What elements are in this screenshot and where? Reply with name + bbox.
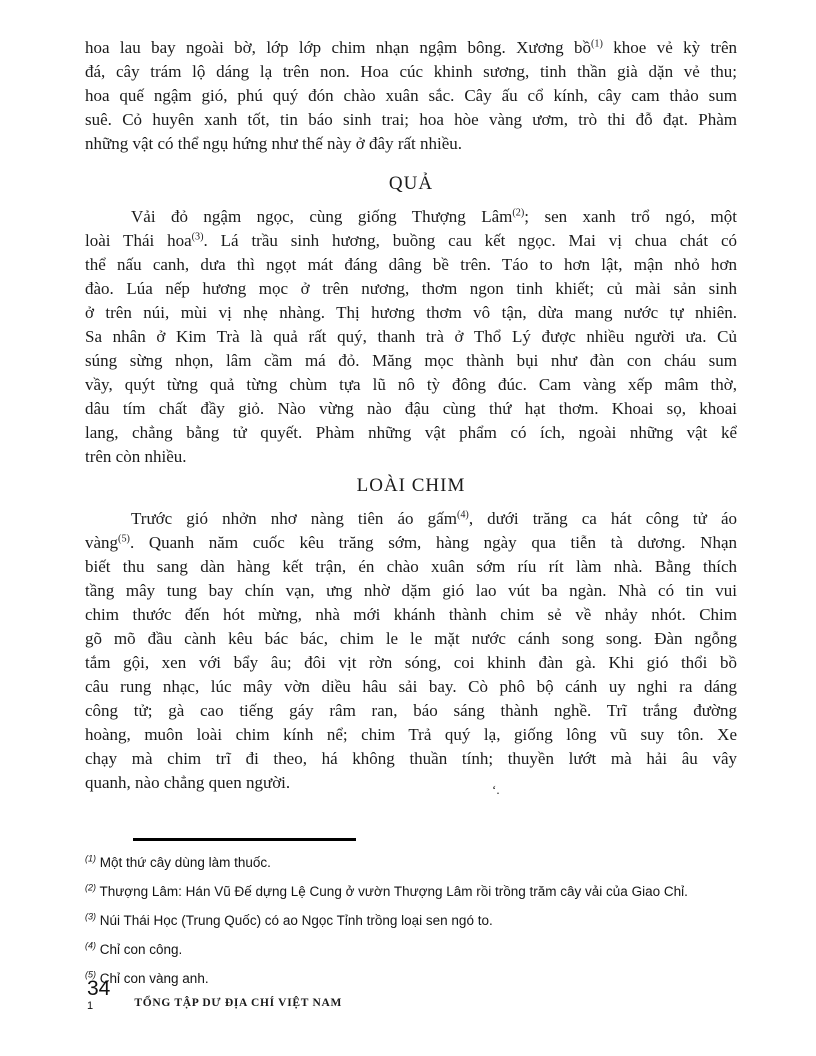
page-number: 34 [87,977,111,1000]
paragraph-flora-continued [85,36,737,156]
text-line: loài Thái hoa$^{(3)}$. Lá trầu sinh hương, buồng cau kết ngọc. Mai vị chua chát có [85,231,737,250]
text-line: công tử; gà cao tiếng gáy râm ran, báo sáng thành nghề. Trĩ trắng đường [85,701,737,720]
text-line: những vật có thể ngụ hứng như thế này ở đây rất nhiều. [85,134,463,153]
signature-mark: 1 [87,1000,94,1012]
text-line: quanh, nào chẳng quen người. [85,773,291,792]
stray-mark: ʻ. [492,782,500,797]
text-line: ở trên núi, mùi vị nhẹ nhàng. Thị hương thơm vô tận, dừa mang nước tự nhiên. [85,303,737,322]
section-heading-loai-chim: LOÀI CHIM [356,475,466,496]
footnote-text: Một thứ cây dùng làm thuốc. [96,855,271,870]
text-line: đào. Lúa nếp hương mọc ở trên nương, thơm ngon tinh khiết; củ mài sản sinh [85,279,737,298]
paragraph-loai-chim [85,507,737,795]
footnote-marker: (4) [85,940,96,951]
text-line: tắm gội, xen với bẩy âu; đôi vịt rờn sóng, coi khinh đàn gà. Khi gió thổi bồ [85,653,737,672]
footnote-text: Thượng Lâm: Hán Vũ Đế dựng Lệ Cung ở vườn Thượng Lâm rồi trồng trăm cây vải của Giao Chỉ. [96,884,688,899]
text-line: hoa quế ngậm gió, phú quý đón chào xuân sắc. Cây ấu cổ kính, cây cam thảo sum [85,86,737,105]
footnote-text: Chỉ con vàng anh. [96,971,209,986]
page-number-block [87,979,110,1012]
text-line: tầng mây tung bay chín vạn, ưng nhờ dặm gió lao vút ba ngàn. Nhà có tin vui [85,581,737,600]
text-line: thể nấu canh, dưa thì ngọt mát đáng dâng bề trên. Táo to hơn lật, mận nhỏ hơn [85,255,737,274]
footnote [85,855,737,871]
footnote-text: Chỉ con công. [96,942,183,957]
footnote-marker: (2) [85,882,96,893]
text-line: vầy, quýt từng quả từng chùm tựa lũ nô tỳ đông đúc. Cam vàng xếp mâm thờ, [85,375,737,394]
footnote-marker: (5) [85,969,96,980]
text-line: biết thu sang dàn hàng kết trận, én chào xuân sớm ríu rít làm nhà. Bằng thích [85,557,737,576]
footnote-marker: (1) [85,853,96,864]
text-line: Sa nhân ở Kim Trà là quả rất quý, thanh trà ở Thổ Lý được nhiều người ưa. Củ [85,327,737,346]
footnote [85,913,737,929]
book-title: TỔNG TẬP DƯ ĐỊA CHÍ VIỆT NAM [134,997,343,1009]
text-line: Vải đỏ ngậm ngọc, cùng giống Thượng Lâm$^{(2)}$; sen xanh trổ ngó, một [131,207,738,226]
text-line: gõ mõ đầu cành kêu bác bác, chim le le mặt nước cánh song song. Đàn ngỗng [85,629,737,648]
page-footer [87,979,342,1012]
text-line: suê. Cỏ huyên xanh tốt, tin báo sinh trai; hoa hòe vàng ươm, trò thi đỗ đạt. Phàm [85,110,737,129]
footnote [85,884,737,900]
text-line: trên còn nhiều. [85,447,187,466]
text-line: hoàng, muôn loài chim kính nể; chim Trả quý lạ, giống lông vũ suy tôn. Xe [85,725,737,744]
footnote-marker: (3) [85,911,96,922]
text-line: hoa lau bay ngoài bờ, lớp lớp chim nhạn ngậm bông. Xương bồ$^{(1)}$ khoe vẻ kỳ trên [85,38,737,57]
footnote-text: Núi Thái Học (Trung Quốc) có ao Ngọc Tỉnh trồng loại sen ngó to. [96,913,493,928]
paragraph-qua [85,205,737,469]
text-line: dâu tím chất đầy giỏ. Nào vừng nào đậu cùng thứ hạt thơm. Khoai sọ, khoai [85,399,737,418]
text-line: câu rung nhạc, lúc mây vờn diều hâu sải bay. Cò phô bộ cánh uy nghi ra dáng [85,677,737,696]
text-line: súng sừng nhọn, lâm cầm má đỏ. Măng mọc thành bụi như đàn con cháu sum [85,351,737,370]
text-line: chim thước đến hót mừng, nhà mới khánh thành chim sẻ về nhảy nhót. Chim [85,605,737,624]
body-text [85,36,737,795]
footnotes [85,855,737,987]
text-line: chạy mà chim trĩ đi theo, há không thuần tính; thuyền lướt mà hải âu vây [85,749,737,768]
text-line: Trước gió nhởn nhơ nàng tiên áo gấm$^{(4)}$, dưới trăng ca hát công tử áo [131,509,737,528]
section-heading-qua: QUẢ [388,173,434,194]
footnote [85,942,737,958]
text-line: lang, chẳng bằng tử quyết. Phàm những vật phẩm có ích, ngoài những vật kể [85,423,737,442]
text-line: đá, cây trám lộ dáng lạ trên non. Hoa cúc khinh sương, tinh thần già dặn vẻ thu; [85,62,737,81]
footnote-separator [133,838,356,841]
text-line: vàng$^{(5)}$. Quanh năm cuốc kêu trăng sớm, hàng ngày qua tiễn tà dương. Nhạn [85,533,737,552]
